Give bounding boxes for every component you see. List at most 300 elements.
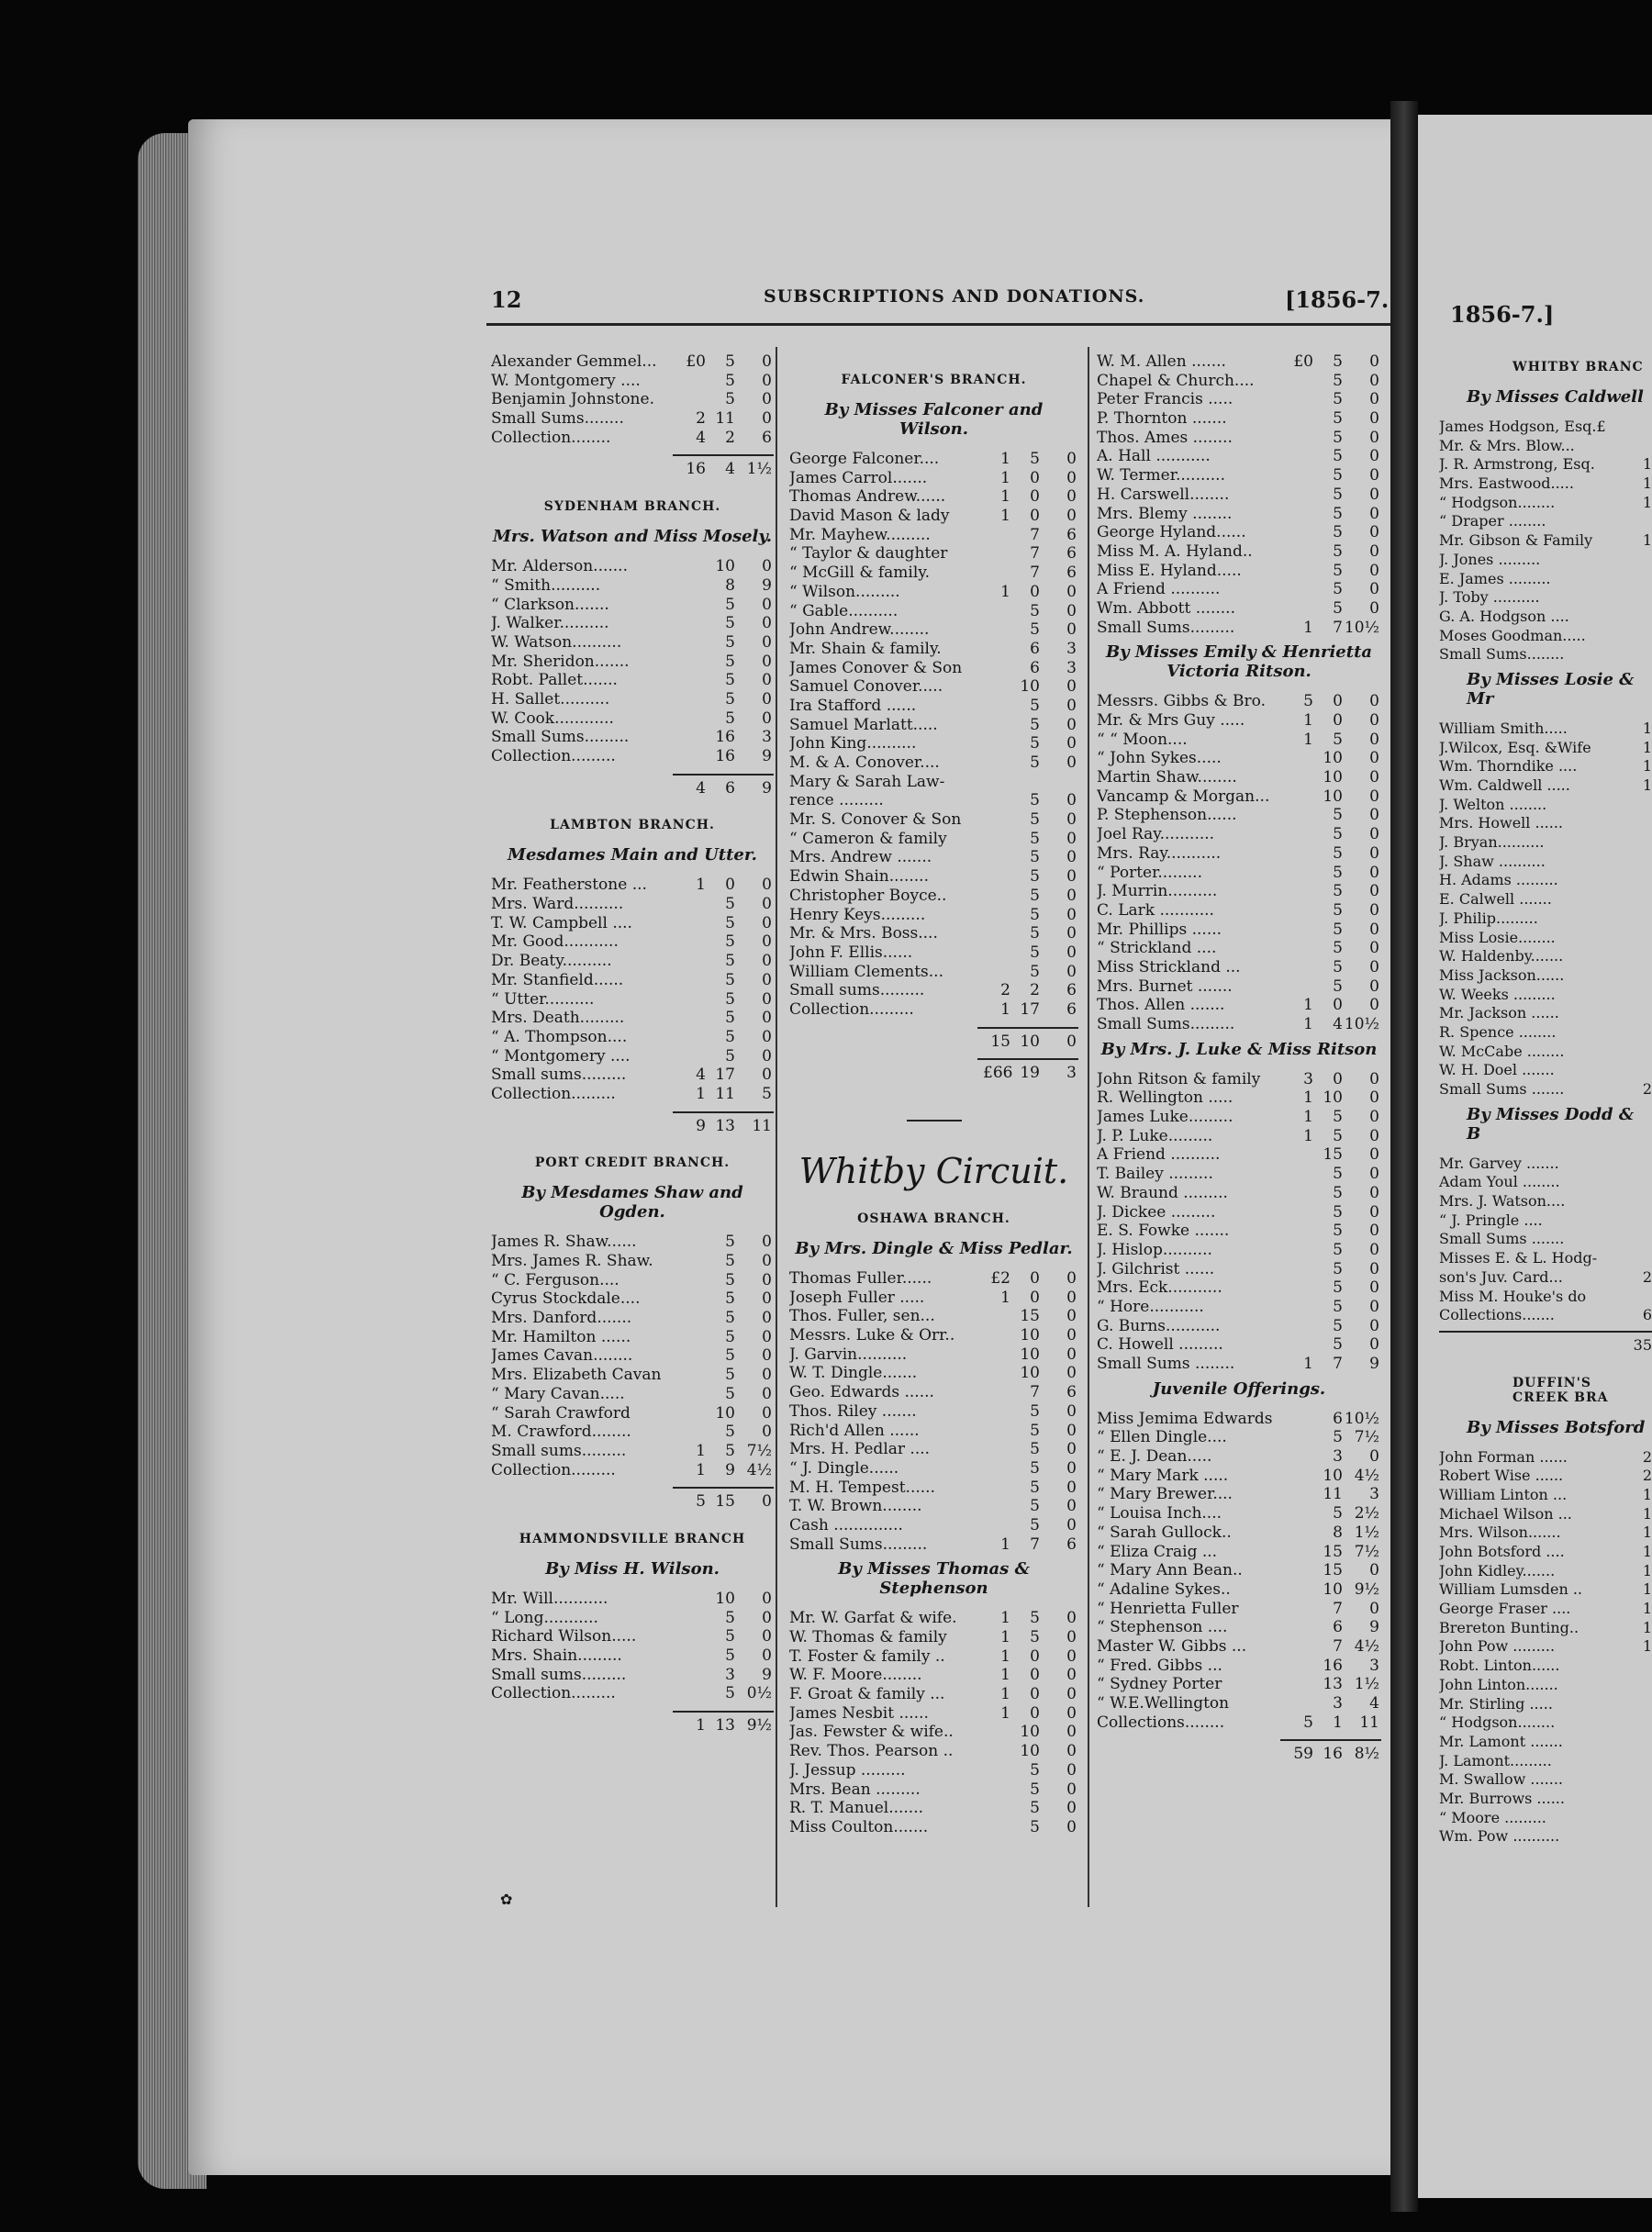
amount-pounds <box>1286 1428 1313 1447</box>
amount-shillings: 0 <box>1030 1666 1040 1685</box>
amount-shillings: 0 <box>1030 1269 1040 1288</box>
amount-pence: 0 <box>762 876 772 895</box>
amount-pounds <box>1624 1023 1652 1043</box>
amount-pounds <box>1624 1173 1652 1192</box>
entry-name: J. Jessup ......... <box>789 1760 906 1780</box>
entry-row <box>491 1271 774 1290</box>
entry-name: Samuel Conover..... <box>789 677 943 697</box>
entry-name: Thos. Ames ........ <box>1097 428 1233 447</box>
amount-shillings: 5 <box>725 1646 735 1665</box>
amount-shillings: 5 <box>725 709 735 728</box>
entry-row <box>1439 871 1652 890</box>
entry-row <box>789 1307 1078 1326</box>
entry-name: Small sums......... <box>789 981 925 1000</box>
amount-pence: 0 <box>1369 409 1379 429</box>
amount-pounds <box>1286 372 1313 391</box>
amount-pence: 1½ <box>1354 1675 1379 1694</box>
total-rule <box>1280 1739 1381 1741</box>
amount-pounds <box>1624 1713 1652 1733</box>
amount-pence: 0 <box>1066 1032 1077 1051</box>
total-rule <box>673 1487 774 1489</box>
entry-row <box>789 1704 1078 1724</box>
amount-pence: 0 <box>1066 753 1077 772</box>
entry-name: J. Dickee ......... <box>1097 1202 1216 1222</box>
entry-row <box>789 1723 1078 1742</box>
amount-pence: 0 <box>1369 523 1379 542</box>
entry-row <box>1097 1184 1381 1203</box>
entry-row <box>1097 1070 1381 1089</box>
amount-pounds <box>1624 796 1652 815</box>
entry-row <box>1439 947 1652 966</box>
amount-pence: 10½ <box>1344 1015 1379 1033</box>
amount-pence: 7½ <box>1354 1542 1379 1561</box>
entry-row <box>1097 1015 1381 1034</box>
entry-row <box>491 1252 774 1271</box>
entry-name: Miss Losie........ <box>1439 928 1556 946</box>
amount-shillings: 0 <box>1333 692 1343 711</box>
amount-pence: 0 <box>762 595 772 614</box>
amount-pence: 0 <box>1369 843 1379 863</box>
collectors-line: By Misses Caldwell <box>1467 387 1644 407</box>
entry-row <box>491 1328 774 1347</box>
amount-pounds <box>1624 1827 1652 1847</box>
entry-name: George Falconer.... <box>789 450 940 468</box>
entry-row <box>789 697 1078 716</box>
amount-pounds <box>1286 485 1313 505</box>
amount-pence: 0½ <box>746 1684 772 1703</box>
amount-pence: 0 <box>1066 1458 1077 1478</box>
amount-shillings: 10 <box>1020 1364 1040 1383</box>
entry-name: W. Weeks ......... <box>1439 985 1556 1003</box>
entry-row <box>1439 1249 1652 1268</box>
entry-name: A Friend .......... <box>1097 580 1221 599</box>
amount-pounds: 1 <box>696 876 706 895</box>
amount-shillings: 5 <box>1030 1817 1040 1836</box>
page-number: 12 <box>491 286 522 313</box>
entry-name: G. Burns........... <box>1097 1316 1221 1335</box>
entry-name: William Smith..... <box>1439 719 1568 737</box>
amount-pounds: 1 <box>1000 1666 1010 1685</box>
entry-name: W. T. Dingle....... <box>789 1364 918 1383</box>
entry-row <box>1097 1447 1381 1467</box>
entry-row <box>1439 1733 1652 1752</box>
amount-pounds <box>1624 1211 1652 1231</box>
amount-pounds: £0 <box>1293 352 1313 371</box>
amount-pence: 0 <box>1066 1780 1077 1799</box>
entry-name: William Linton ... <box>1439 1485 1568 1503</box>
entry-name: H. Sallet.......... <box>491 689 610 709</box>
entry-row <box>789 1780 1078 1800</box>
amount-pounds <box>1286 1184 1313 1203</box>
amount-shillings: 5 <box>1030 601 1040 620</box>
entry-name: W. Montgomery .... <box>491 371 641 390</box>
amount-pounds <box>1624 570 1652 589</box>
entry-name: M. H. Tempest...... <box>789 1478 935 1497</box>
entry-row <box>491 460 774 479</box>
entry-row <box>1097 1618 1381 1637</box>
entry-row <box>1097 1745 1381 1764</box>
entry-name: Collections........ <box>1097 1713 1225 1732</box>
amount-shillings: 5 <box>1333 1259 1343 1278</box>
collectors-line: By Misses Losie & Mr <box>1467 669 1635 709</box>
entry-row <box>789 734 1078 753</box>
amount-pounds: 1 <box>1303 996 1313 1015</box>
entry-name: “ Hore........... <box>1097 1297 1204 1316</box>
amount-pence: 0 <box>1369 598 1379 618</box>
amount-pence: 0 <box>1066 1440 1077 1459</box>
amount-pounds <box>1286 806 1313 825</box>
amount-shillings: 5 <box>725 1009 735 1028</box>
branch-title: HAMMONDSVILLE BRANCH <box>519 1531 746 1546</box>
amount-pounds <box>1624 833 1652 853</box>
amount-pounds: 5 <box>696 1492 706 1512</box>
amount-shillings: 6 <box>1030 658 1040 677</box>
amount-pence: 0 <box>1066 696 1077 715</box>
entry-name: Mrs. Ray........... <box>1097 843 1222 863</box>
amount-pounds <box>1286 1145 1313 1165</box>
entry-row <box>491 1085 774 1104</box>
amount-pounds <box>1286 825 1313 844</box>
entry-name <box>1097 1745 1286 1764</box>
entry-name: Edwin Shain........ <box>789 867 929 887</box>
amount-pounds <box>678 971 706 990</box>
amount-shillings: 0 <box>1030 507 1040 526</box>
amount-shillings: 5 <box>1333 428 1343 447</box>
amount-pounds <box>1286 390 1313 409</box>
amount-pence: 0 <box>762 557 772 576</box>
amount-shillings: 2 <box>1030 981 1040 1000</box>
amount-shillings: 5 <box>1333 1335 1343 1355</box>
entry-name: Master W. Gibbs ... <box>1097 1636 1247 1656</box>
amount-pence: 0 <box>1369 371 1379 390</box>
entry-row <box>491 576 774 596</box>
entry-row <box>1097 542 1381 562</box>
amount-pounds <box>1286 977 1313 997</box>
year-right: 1856-7.] <box>1450 301 1555 328</box>
entry-name: Mr. Will........... <box>491 1589 608 1608</box>
amount-shillings: 5 <box>1333 957 1343 976</box>
entry-row <box>1439 588 1652 608</box>
entry-name: M. Crawford........ <box>491 1423 631 1442</box>
amount-pounds: £2 <box>990 1269 1010 1288</box>
amount-shillings: 7 <box>1030 525 1040 544</box>
entry-row <box>1097 599 1381 619</box>
entry-row <box>789 526 1078 545</box>
entry-name: Jas. Fewster & wife.. <box>789 1723 954 1742</box>
amount-shillings: 0 <box>1030 582 1040 601</box>
amount-pence: 0 <box>762 1423 772 1442</box>
amount-pence: 5 <box>762 1084 772 1103</box>
entry-name: T. Bailey ......... <box>1097 1165 1213 1184</box>
amount-pence: 6 <box>1066 544 1077 564</box>
entry-row <box>1097 825 1381 844</box>
entry-name: W. Cook............ <box>491 709 614 728</box>
amount-pence: 0 <box>1066 924 1077 943</box>
amount-shillings: 5 <box>1333 1297 1343 1316</box>
amount-pence: 0 <box>1369 447 1379 466</box>
amount-pounds <box>678 596 706 615</box>
amount-pence: 0 <box>1369 485 1379 504</box>
entry-name: “ Gable.......... <box>789 601 899 620</box>
amount-pounds: 1 <box>1642 738 1652 756</box>
amount-pence: 0 <box>1369 466 1379 485</box>
amount-pence: 0 <box>762 409 772 429</box>
entry-row <box>1097 958 1381 977</box>
branch-title: DUFFIN'S CREEK BRA <box>1512 1375 1609 1405</box>
entry-name: “ Clarkson....... <box>491 595 609 614</box>
amount-pence: 0 <box>1066 1760 1077 1780</box>
entry-name: Wm. Abbott ........ <box>1097 598 1235 618</box>
amount-shillings: 10 <box>715 557 735 576</box>
amount-pounds <box>1286 768 1313 787</box>
amount-pounds: £0 <box>686 352 706 371</box>
entry-row <box>1439 1023 1652 1043</box>
entry-name: John Andrew........ <box>789 620 930 640</box>
entry-name: James R. Shaw...... <box>491 1233 637 1252</box>
amount-pounds <box>1286 844 1313 864</box>
entry-row <box>1439 1448 1652 1468</box>
amount-pence: 0 <box>762 709 772 728</box>
entry-name: “ Porter......... <box>1097 863 1202 882</box>
amount-shillings: 5 <box>725 652 735 671</box>
amount-pounds <box>678 1346 706 1366</box>
amount-shillings: 5 <box>1030 1458 1040 1478</box>
entry-row <box>789 791 1078 810</box>
entry-row <box>491 1461 774 1480</box>
branch-title: LAMBTON BRANCH. <box>550 818 715 833</box>
book-gutter <box>1390 101 1418 2212</box>
entry-row <box>491 990 774 1010</box>
amount-pence: 0 <box>1369 939 1379 958</box>
amount-pence: 0 <box>1369 996 1379 1015</box>
collectors-line: By Miss H. Wilson. <box>545 1558 720 1579</box>
entry-name: J. Gilchrist ...... <box>1097 1259 1215 1278</box>
entry-row <box>1439 1713 1652 1733</box>
entry-name: Small Sums......... <box>789 1534 928 1554</box>
entry-name: R. T. Manuel....... <box>789 1799 924 1818</box>
amount-pounds: 16 <box>686 460 706 479</box>
total-rule <box>673 1711 774 1713</box>
entry-name: James Nesbit ...... <box>789 1703 929 1723</box>
amount-pence: 0 <box>762 1366 772 1385</box>
amount-pence: 0 <box>1369 1447 1379 1467</box>
entry-row <box>491 653 774 672</box>
amount-pounds <box>678 1590 706 1609</box>
amount-pence: 0 <box>1369 863 1379 882</box>
entry-name <box>491 460 678 479</box>
amount-pounds: 2 <box>1000 981 1010 1000</box>
entry-name: F. Groat & family ... <box>789 1685 945 1704</box>
amount-pence: 0 <box>1066 450 1077 468</box>
entry-row <box>1097 352 1381 372</box>
entry-name: Mr. Alderson....... <box>491 557 628 576</box>
amount-pence: 3 <box>762 728 772 747</box>
amount-shillings: 5 <box>725 671 735 690</box>
entry-name: Peter Francis ..... <box>1097 390 1233 409</box>
entry-row <box>491 932 774 952</box>
amount-shillings: 7 <box>1030 564 1040 583</box>
amount-pence: 0 <box>762 1066 772 1085</box>
amount-shillings: 0 <box>1030 468 1040 487</box>
amount-shillings: 5 <box>1030 1401 1040 1421</box>
entry-name: W. Thomas & family <box>789 1628 947 1646</box>
amount-pounds: 1 <box>696 1460 706 1479</box>
amount-shillings: 5 <box>1030 848 1040 867</box>
entry-row <box>1097 466 1381 485</box>
amount-pence: 0 <box>1066 1817 1077 1836</box>
amount-pounds <box>1624 1249 1652 1268</box>
amount-shillings: 0 <box>1333 996 1343 1015</box>
amount-pence: 0 <box>1066 829 1077 848</box>
entry-row <box>1097 1355 1381 1374</box>
amount-pounds <box>1624 1192 1652 1211</box>
entry-row <box>1439 1467 1652 1486</box>
amount-shillings: 5 <box>1333 504 1343 523</box>
amount-pence: 6 <box>1066 981 1077 1000</box>
entry-row <box>789 1799 1078 1818</box>
entry-row <box>789 1326 1078 1345</box>
column-rule-2 <box>1088 347 1089 1907</box>
entry-name: Geo. Edwards ...... <box>789 1383 934 1402</box>
entry-row <box>491 709 774 729</box>
entry-row <box>1097 1694 1381 1713</box>
amount-pounds: 1 <box>1303 618 1313 637</box>
amount-pence: 0 <box>762 1646 772 1665</box>
entry-name: Dr. Beaty.......... <box>491 952 612 971</box>
entry-row <box>1439 739 1652 758</box>
entry-name: Miss Strickland ... <box>1097 957 1241 976</box>
amount-shillings: 5 <box>725 1366 735 1385</box>
amount-pounds: 5 <box>1303 692 1313 711</box>
entry-name: “ Taylor & daughter <box>789 544 948 564</box>
amount-shillings: 5 <box>1030 943 1040 962</box>
amount-pounds <box>1286 1580 1313 1600</box>
amount-pounds <box>983 640 1010 659</box>
amount-pence: 0 <box>1066 886 1077 905</box>
entry-name: “ Sarah Crawford <box>491 1403 631 1423</box>
entry-row <box>491 971 774 990</box>
entry-row <box>789 640 1078 659</box>
entry-row <box>1439 1676 1652 1695</box>
amount-shillings: 5 <box>725 1046 735 1066</box>
amount-pence: 0 <box>1066 507 1077 526</box>
entry-name: “ “ Moon.... <box>1097 730 1188 749</box>
collectors-line: By Misses Emily & Henrietta Victoria Ritson. <box>1105 642 1373 682</box>
amount-pounds <box>678 728 706 747</box>
amount-pounds <box>1624 1770 1652 1790</box>
amount-pounds <box>1624 1695 1652 1714</box>
amount-shillings: 5 <box>725 1684 735 1703</box>
entry-name: Mr. Phillips ...... <box>1097 920 1222 939</box>
amount-shillings: 4 <box>725 460 735 479</box>
amount-pounds: 1 <box>1000 507 1010 526</box>
amount-pounds <box>983 1780 1010 1800</box>
entry-row <box>1097 1600 1381 1619</box>
amount-pounds <box>1286 429 1313 448</box>
entry-row <box>1097 1485 1381 1504</box>
amount-pence: 0 <box>1369 730 1379 749</box>
amount-shillings: 5 <box>725 595 735 614</box>
amount-pence: 0 <box>1066 1307 1077 1326</box>
entry-row <box>789 602 1078 621</box>
amount-pence: 0 <box>1369 957 1379 976</box>
entry-row <box>491 779 774 798</box>
amount-shillings: 10 <box>1020 1326 1040 1345</box>
amount-pounds: 1 <box>1303 1015 1313 1033</box>
amount-pence: 0 <box>1066 1628 1077 1646</box>
amount-pence: 0 <box>1369 504 1379 523</box>
amount-shillings: 10 <box>1323 1088 1343 1108</box>
amount-pounds <box>678 576 706 596</box>
amount-shillings: 5 <box>725 1252 735 1270</box>
entry-row <box>1439 570 1652 589</box>
amount-pence: 0 <box>1369 1088 1379 1108</box>
amount-pounds: 1 <box>1000 468 1010 487</box>
entry-row <box>1439 776 1652 796</box>
amount-shillings: 5 <box>1333 920 1343 939</box>
amount-pounds <box>983 544 1010 564</box>
entry-name: Mr. Mayhew......... <box>789 525 931 544</box>
amount-shillings: 5 <box>1333 580 1343 599</box>
amount-shillings: 5 <box>725 1309 735 1328</box>
amount-pence: 0 <box>1066 1515 1077 1534</box>
amount-shillings: 10 <box>1323 1579 1343 1599</box>
amount-pence: 0 <box>1066 943 1077 962</box>
amount-pounds <box>983 1479 1010 1498</box>
entry-name: “ W.E.Wellington <box>1097 1694 1230 1713</box>
entry-name: Michael Wilson ... <box>1439 1504 1572 1523</box>
amount-shillings: 10 <box>715 1403 735 1423</box>
amount-pence: 0 <box>1066 468 1077 487</box>
entry-name: Mr. Featherstone ... <box>491 876 647 895</box>
entry-name: H. Adams ......... <box>1439 871 1558 889</box>
entry-row <box>1439 1061 1652 1080</box>
entry-name: M. & A. Conover.... <box>789 753 940 772</box>
amount-shillings: 5 <box>725 1289 735 1309</box>
entry-name: Mrs. Eastwood..... <box>1439 474 1574 493</box>
amount-shillings: 5 <box>1030 924 1040 943</box>
amount-pounds <box>1624 929 1652 948</box>
amount-shillings: 4 <box>1333 1015 1343 1033</box>
entry-row <box>1439 531 1652 551</box>
entry-row <box>1439 551 1652 570</box>
amount-pounds <box>678 690 706 709</box>
amount-shillings: 5 <box>1030 1609 1040 1628</box>
amount-pounds: 1 <box>1303 730 1313 749</box>
entry-row <box>789 906 1078 925</box>
amount-pence: 0 <box>1066 1326 1077 1345</box>
amount-pounds: 2 <box>1642 1267 1652 1286</box>
amount-pounds <box>1286 1561 1313 1580</box>
amount-shillings: 16 <box>1323 1656 1343 1675</box>
entry-row <box>789 1402 1078 1422</box>
amount-shillings: 5 <box>1030 450 1040 468</box>
entry-row <box>789 1761 1078 1780</box>
entry-name: J. P. Luke......... <box>1097 1126 1213 1145</box>
amount-pence: 1½ <box>746 460 772 479</box>
entry-row <box>789 1422 1078 1441</box>
entry-name: Thos. Fuller, sen... <box>789 1307 935 1326</box>
entry-name: Thos. Allen ....... <box>1097 996 1225 1015</box>
amount-pence: 0 <box>1369 1297 1379 1316</box>
entry-name: T. Foster & family .. <box>789 1646 945 1666</box>
entry-name: Mr. Stirling ..... <box>1439 1694 1553 1713</box>
amount-pounds <box>983 526 1010 545</box>
entry-row <box>1439 1192 1652 1211</box>
entry-name: J. Toby .......... <box>1439 588 1540 607</box>
amount-pence: 0 <box>762 614 772 633</box>
entry-name: J. Bryan.......... <box>1439 833 1545 852</box>
